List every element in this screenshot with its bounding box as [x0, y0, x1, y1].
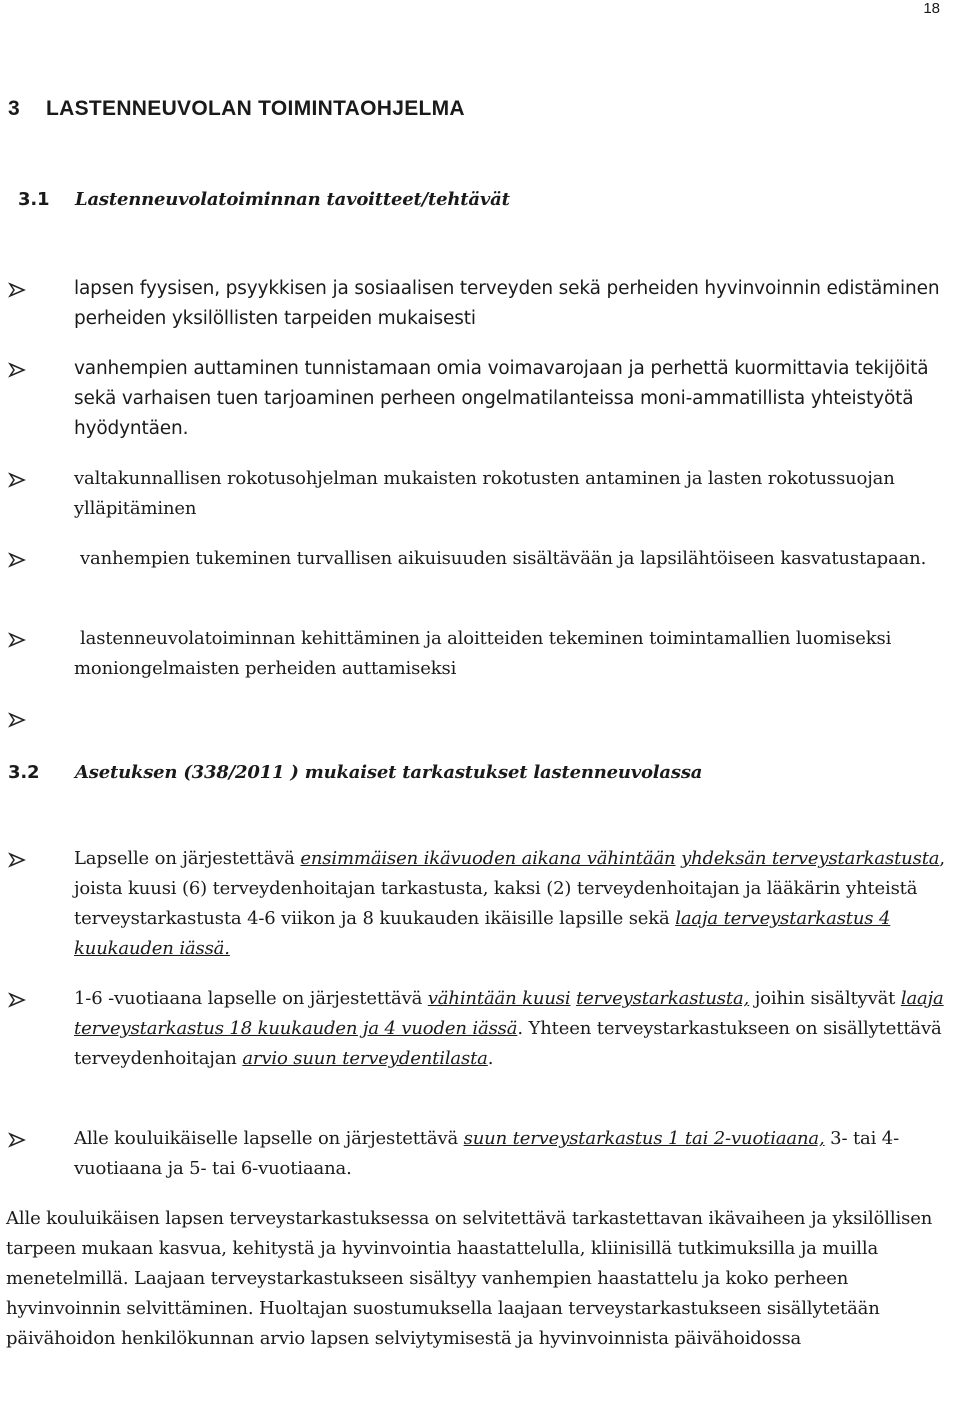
page-number: 18 — [923, 0, 940, 17]
underlined-text: suun terveystarkastus 1 tai 2-vuotiaana, — [463, 1128, 825, 1149]
text-run: 3- tai 4-vuotiaana ja 5- tai 6-vuotiaana. — [74, 1128, 900, 1179]
arrow-bullet-icon — [8, 470, 28, 490]
underlined-text: laaja terveystarkastus 4 kuukauden iässä. — [74, 908, 891, 959]
underlined-text: terveystarkastusta, — [576, 988, 750, 1009]
underlined-text: laaja terveystarkastus 18 kuukauden ja 4 vuoden iässä — [74, 988, 944, 1039]
arrow-bullet-icon — [8, 850, 28, 870]
text-run: , joista kuusi (6) terveydenhoitajan tarkastusta, kaksi (2) terveydenhoitajan ja lääkärin yhteistä terveystarkastusta 4-6 viikon ja 8 kuukauden ikäisille lapsille sekä — [74, 848, 945, 929]
list-item: lapsen fyysisen, psyykkisen ja sosiaalisen terveyden sekä perheiden hyvinvoinnin edistäminen perheiden yksilöllisten tarpeiden mukaisesti — [74, 278, 940, 329]
arrow-bullet-icon — [8, 1130, 28, 1150]
section-heading-3-1 — [18, 189, 510, 210]
list-item — [74, 984, 954, 1074]
section-heading-3-2 — [8, 762, 702, 783]
underlined-text: ensimmäisen ikävuoden aikana vähintään — [300, 848, 676, 869]
arrow-bullet-icon — [8, 630, 28, 650]
list-item — [74, 1124, 954, 1184]
arrow-bullet-icon — [8, 990, 28, 1010]
list-item — [74, 844, 954, 964]
arrow-bullet-icon — [8, 550, 28, 570]
chapter-heading — [8, 97, 465, 121]
text-run: Lapselle on järjestettävä — [74, 848, 301, 869]
section-number: 3.2 — [8, 762, 40, 783]
section-title: Asetuksen (338/2011 ) mukaiset tarkastukset lastenneuvolassa — [75, 762, 703, 783]
arrow-bullet-icon — [8, 710, 28, 730]
text-run: . Yhteen terveystarkastukseen on sisällytettävä terveydenhoitajan — [74, 1018, 942, 1069]
list-item: vanhempien tukeminen turvallisen aikuisuuden sisältävään ja lapsilähtöiseen kasvatustapaan. — [80, 548, 927, 569]
chapter-number: 3 — [8, 97, 20, 120]
body-paragraph: Alle kouluikäisen lapsen terveystarkastuksessa on selvitettävä tarkastettavan ikävaiheen ja yksilöllisen tarpeen mukaan kasvua, kehitystä ja hyvinvointia haastattelulla, kliinisillä tutkimuksilla ja muilla menetelmillä. Laajaan terveystarkastukseen sisältyy vanhempien haastattelu ja koko perheen hyvinvoinnin selvittäminen. Huoltajan suostumuksella laajaan terveystarkastukseen sisällytetään päivähoidon henkilökunnan arvio lapsen selviytymisestä ja hyvinvoinnista päivähoidossa — [6, 1208, 933, 1349]
underlined-text: arvio suun terveydentilasta — [242, 1048, 488, 1069]
section-number: 3.1 — [18, 189, 50, 210]
arrow-bullet-icon — [8, 360, 28, 380]
list-item: vanhempien auttaminen tunnistamaan omia voimavarojaan ja perhettä kuormittavia tekijöitä sekä varhaisen tuen tarjoaminen perheen ongelmatilanteissa moni-ammatillista yhteistyötä hyödyntäen. — [74, 358, 929, 439]
text-run: . — [487, 1048, 494, 1069]
text-run: joihin sisältyvät — [749, 988, 901, 1009]
list-item: lastenneuvolatoiminnan kehittäminen ja aloitteiden tekeminen toimintamallien luomiseksi moniongelmaisten perheiden auttamiseksi — [74, 628, 892, 679]
list-item: valtakunnallisen rokotusohjelman mukaisten rokotusten antaminen ja lasten rokotussuojan ylläpitäminen — [74, 468, 895, 519]
chapter-title: LASTENNEUVOLAN TOIMINTAOHJELMA — [46, 97, 465, 120]
underlined-text: yhdeksän terveystarkastusta — [681, 848, 940, 869]
text-run: 1-6 -vuotiaana lapselle on järjestettävä — [74, 988, 428, 1009]
arrow-bullet-icon — [8, 280, 28, 300]
section-title: Lastenneuvolatoiminnan tavoitteet/tehtävät — [75, 189, 510, 210]
underlined-text: vähintään kuusi — [427, 988, 571, 1009]
text-run: Alle kouluikäiselle lapselle on järjestettävä — [74, 1128, 464, 1149]
